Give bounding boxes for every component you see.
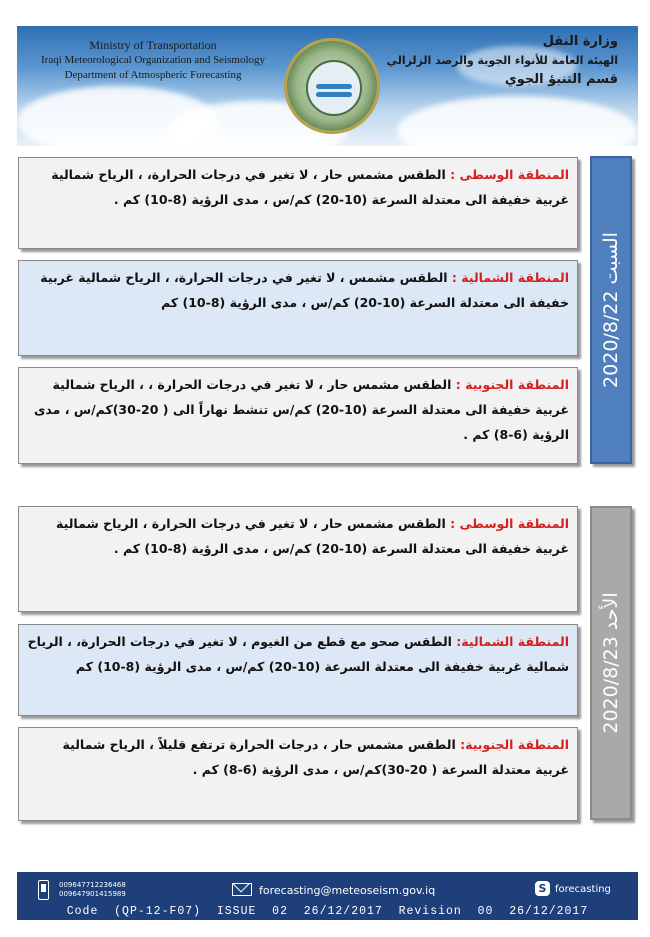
forecast-card-south-day2 — [18, 727, 578, 821]
region-label: المنطقة الشمالية: — [456, 634, 569, 649]
department-name-ar: قسم التنبؤ الجوي — [504, 72, 618, 87]
phone-numbers — [59, 881, 126, 899]
organization-name-ar: الهيئة العامة للأنواء الجوية والرصد الزلزالي — [386, 54, 618, 67]
phone-number: 009647712236468 — [59, 881, 126, 889]
logo-emblem — [287, 41, 377, 131]
region-label: المنطقة الجنوبية: — [460, 737, 569, 752]
day-label-bar-day2 — [590, 506, 632, 820]
forecast-card-north-day2 — [18, 624, 578, 716]
email-address[interactable]: forecasting@meteoseism.gov.iq — [259, 884, 436, 897]
day-label-bar-day1 — [590, 156, 632, 464]
header-banner — [17, 26, 638, 146]
forecast-text: الطقس مشمس حار ، لا تغير في درجات الحرارة ، ، الرياح شمالية غربية خفيفة الى معتدلة السرعة (10-20) كم/س تنشط نهاراً الى ( 20-30)كم/س ، مدى الرؤية (6-8) كم . — [33, 377, 569, 442]
mail-icon — [232, 883, 252, 896]
wave-icon — [316, 92, 352, 97]
header-arabic — [387, 32, 618, 89]
forecast-card-north-day1 — [18, 260, 578, 356]
phone-icon — [38, 880, 49, 900]
header-english — [41, 38, 265, 83]
ministry-name-en: Ministry of Transportation — [89, 38, 217, 52]
region-label: المنطقة الوسطى : — [450, 167, 569, 182]
skype-icon: S — [535, 881, 550, 896]
forecast-card-central-day2 — [18, 506, 578, 612]
skype-handle[interactable]: forecasting — [555, 884, 611, 895]
region-label: المنطقة الوسطى : — [450, 516, 569, 531]
forecast-text: الطقس مشمس حار ، لا تغير في درجات الحرارة ، الرياح شمالية غربية خفيفة الى معتدلة السرعة (10-20) كم/س ، مدى الرؤية (8-10) كم . — [56, 516, 569, 556]
logo-center — [306, 60, 362, 116]
forecast-text: الطقس صحو مع قطع من الغيوم ، لا تغير في درجات الحرارة، ، الرياح شمالية غربية خفيفة الى معتدلة السرعة (10-20) كم/س ، مدى الرؤية (8-10) كم — [27, 634, 569, 674]
ministry-name-ar: وزارة النقل — [542, 34, 618, 49]
phone-number: 009647901415989 — [59, 890, 126, 898]
region-label: المنطقة الجنوبية : — [455, 377, 569, 392]
day-label: السبت 2020/8/22 — [600, 232, 622, 388]
department-name-en: Department of Atmospheric Forecasting — [64, 69, 242, 81]
forecast-text: الطقس مشمس حار ، درجات الحرارة ترتفع قليلاً ، الرياح شمالية غربية معتدلة السرعة ( 20-30)كم/س ، مدى الرؤية (6-8) كم . — [62, 737, 569, 777]
forecast-text: الطقس مشمس ، لا تغير في درجات الحرارة، ، الرياح شمالية غربية خفيفة الى معتدلة السرعة (10-20) كم/س ، مدى الرؤية (8-10) كم — [40, 270, 569, 310]
organization-name-en: Iraqi Meteorological Organization and Seismology — [41, 54, 266, 66]
forecast-card-central-day1 — [18, 157, 578, 249]
region-label: المنطقة الشمالية : — [451, 270, 569, 285]
day-label: الأحد 2020/8/23 — [600, 592, 622, 734]
document-code: Code (QP-12-F07) ISSUE 02 26/12/2017 Revision 00 26/12/2017 — [66, 905, 589, 918]
forecast-card-south-day1 — [18, 367, 578, 464]
wave-icon — [316, 84, 352, 89]
cloud-decoration — [397, 96, 637, 146]
forecast-text: الطقس مشمس حار ، لا تغير في درجات الحرارة، ، الرياح شمالية غربية خفيفة الى معتدلة السرعة (10-20) كم/س ، مدى الرؤية (8-10) كم . — [51, 167, 569, 207]
footer — [17, 872, 638, 920]
